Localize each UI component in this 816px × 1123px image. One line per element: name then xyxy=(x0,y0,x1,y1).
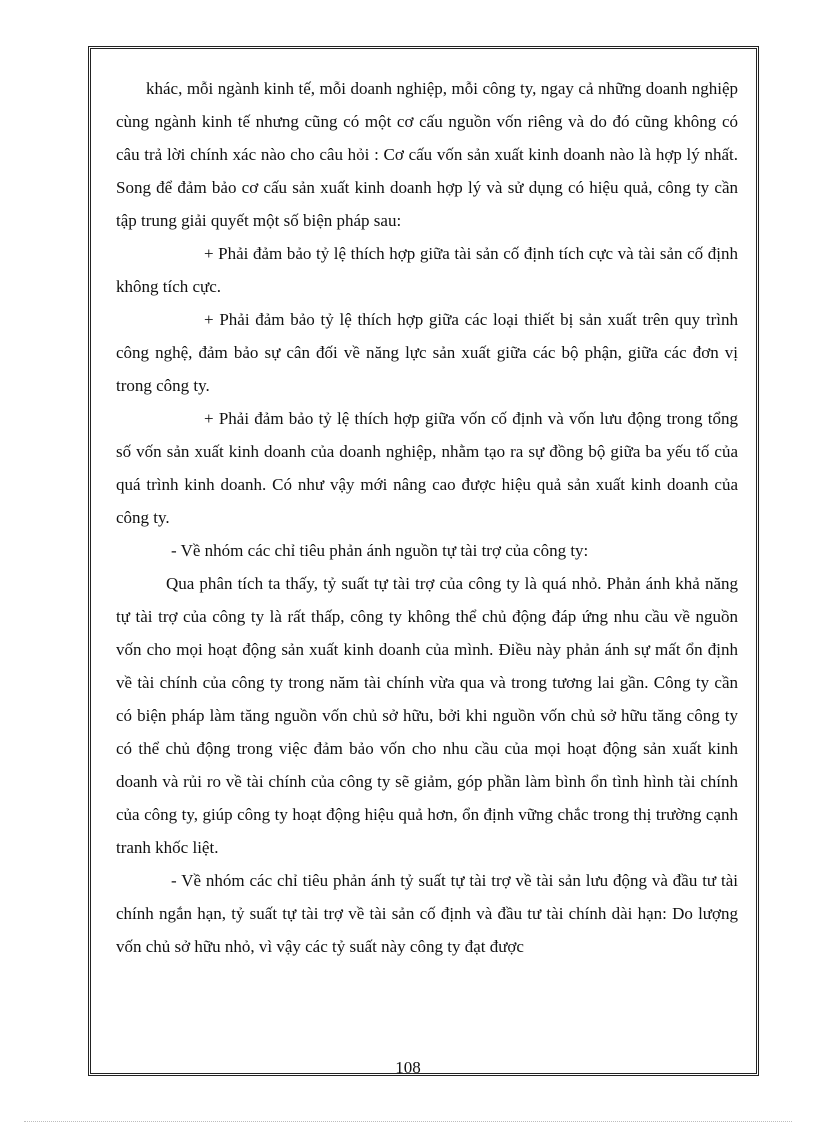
paragraph-equipment: + Phải đảm bảo tỷ lệ thích hợp giữa các loại thiết bị sản xuất trên quy trình công nghệ, đảm bảo sự cân đối về năng lực sản xuất giữa các bộ phận, giữa các đơn vị trong công ty. xyxy=(116,310,738,395)
paragraph-self-financing-ratios: - Về nhóm các chỉ tiêu phản ánh tỷ suất tự tài trợ về tài sản lưu động và đầu tư tài chính ngắn hạn, tỷ suất tự tài trợ về tài sản cố định và đầu tư tài chính dài hạn: Do lượng vốn chủ sở hữu nhỏ, vì vậy các tỷ suất này công ty đạt được xyxy=(116,871,738,956)
page-bottom-divider xyxy=(24,1121,792,1122)
paragraph-self-financing-analysis: Qua phân tích ta thấy, tỷ suất tự tài trợ của công ty là quá nhỏ. Phản ánh khả năng tự tài trợ của công ty là rất thấp, công ty không thể chủ động đáp ứng nhu cầu về nguồn vốn cho mọi hoạt động sản xuất kinh doanh của mình. Điều này phản ánh sự mất ổn định về tài chính của công ty trong năm tài chính vừa qua và trong tương lai gần. Công ty cần có biện pháp làm tăng nguồn vốn chủ sở hữu, bởi khi nguồn vốn chủ sở hữu tăng công ty có thể chủ động trong việc đảm bảo vốn cho nhu cầu của mọi hoạt động sản xuất kinh doanh và rủi ro về tài chính của công ty sẽ giảm, góp phần làm bình ổn tình hình tài chính của công ty, giúp công ty hoạt động hiệu quả hơn, ổn định vững chắc trong thị trường cạnh tranh khốc liệt. xyxy=(116,574,738,857)
paragraph-self-financing-heading: - Về nhóm các chỉ tiêu phản ánh nguồn tự tài trợ của công ty: xyxy=(171,541,589,560)
page-number: 108 xyxy=(395,1058,421,1077)
paragraph-cost-structure: khác, mỗi ngành kinh tế, mỗi doanh nghiệp, mỗi công ty, ngay cả những doanh nghiệp cùng ngành kinh tế nhưng cũng có một cơ cấu nguồn vốn riêng và do đó cũng không có câu trả lời chính xác nào cho câu hỏi : Cơ cấu vốn sản xuất kinh doanh nào là hợp lý nhất. Song để đảm bảo cơ cấu sản xuất kinh doanh hợp lý và sử dụng có hiệu quả, công ty cần tập trung giải quyết một số biện pháp sau: xyxy=(116,79,738,230)
document-body xyxy=(116,72,738,963)
paragraph-capital-ratio: + Phải đảm bảo tỷ lệ thích hợp giữa vốn cố định và vốn lưu động trong tổng số vốn sản xuất kinh doanh của doanh nghiệp, nhằm tạo ra sự đồng bộ giữa ba yếu tố của quá trình kinh doanh. Có như vậy mới nâng cao được hiệu quả sản xuất kinh doanh của công ty. xyxy=(116,409,738,527)
paragraph-fixed-assets: + Phải đảm bảo tỷ lệ thích hợp giữa tài sản cố định tích cực và tài sản cố định không tích cực. xyxy=(116,244,738,296)
